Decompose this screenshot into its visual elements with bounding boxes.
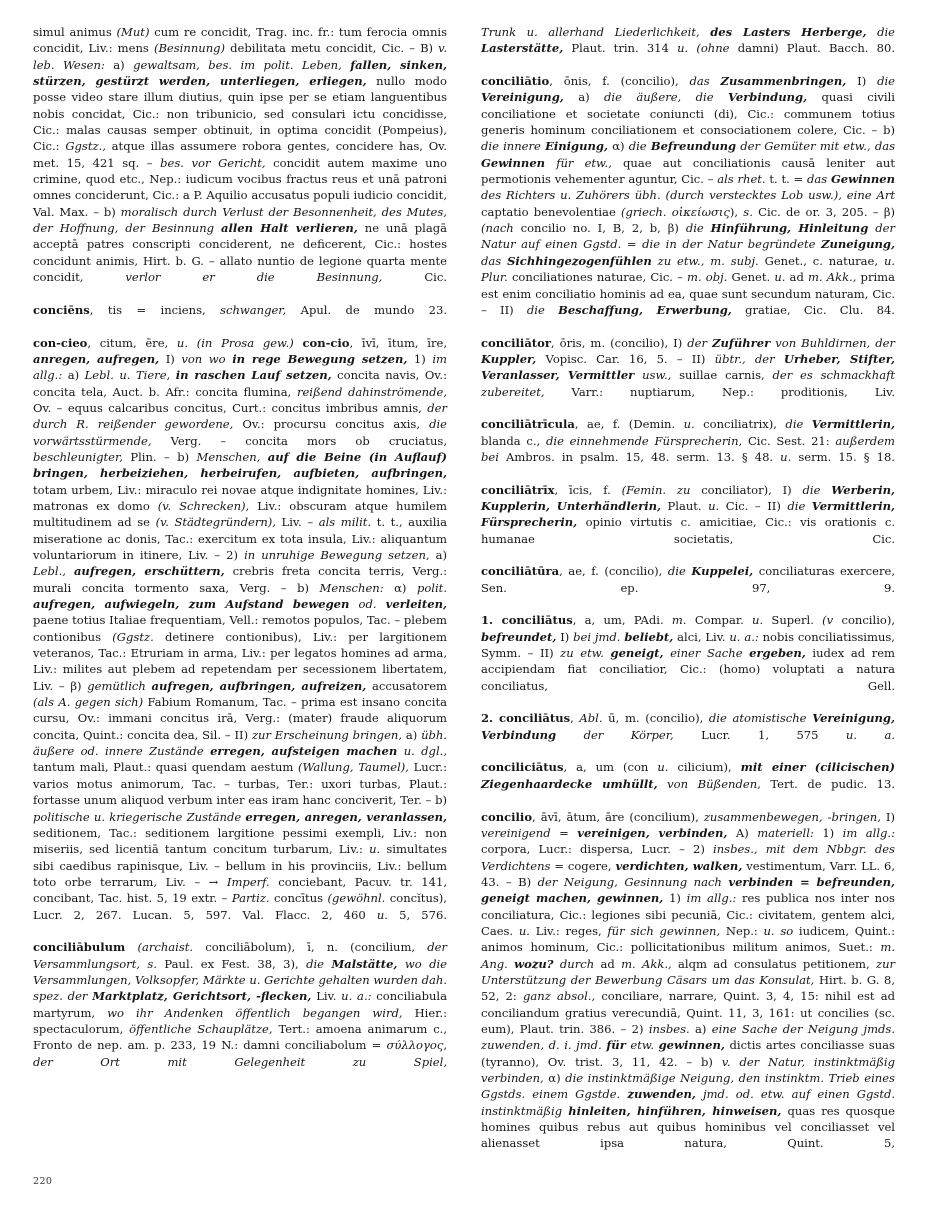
continued-entry-concido-continuation: simul animus (Mut) cum re concidit, Trag. inc. fr.: tum ferocia omnis concidit, Liv.: mens (Besinnung) debilitata metu concidit, Cic. – B) v. leb. Wesen: a) gewaltsam, bes. im polit. Leben, fallen, sinken, stürzen, gestürzt werden, unterliegen, erliegen, nullo modo posse video stare illum diutius, quin ipse per se etiam languentibus nobis concidat, Cic.: non tribunicio, sed consulari ictu concidisse, Cic.: malas causas semper obtinuit, in optima concidit (Pompeius), Cic.: Ggstz., atque illas assumere robora gentes, concidere has, Ov. met. 15, 421 sq. – bes. vor Gericht, concidit autem maxime uno crimine, quod etc., Nep.: iudicum vocibus fractus reus et unā patroni omnes conciderunt, Cic.: a P. Aquilio accusatus populi iudicio concidit, Val. Max. – b) moralisch durch Verlust der Besonnenheit, des Mutes, der Hoffnung, der Besinnung allen Halt verlieren, ne unā plagā acceptā patres conscripti conciderent, ne deficerent, Cic.: hostes concidunt animis, Hirt. b. G. – allato nuntio de legione quarta mente concidit, verlor er die Besinnung, Cic. xyxy=(33,25,448,285)
dictionary-entry-conciliatio: conciliātio, ōnis, f. (concilio), das Zusammenbringen, I) die Vereinigung, a) die äußere, die Verbindung, quasi civili conciliatione et societate coniuncti (di), Cic.: communem totius generis hominum conciliationem et consociationem colere, Cic. – b) die innere Einigung, α) die Befreundung der Gemüter mit etw., das Gewinnen für etw., quae aut conciliationis causā leniter aut permotionis vehementer aguntur, Cic. – als rhet. t. t. = das Gewinnen des Richters u. Zuhörers übh. (durch verstecktes Lob usw.), eine Art captatio benevolentiae (griech. οἰκείωσις), s. Cic. de or. 3, 205. – β) (nach concilio no. I, B, 2, b, β) die Hinführung, Hinleitung der Natur auf einen Ggstd. = die in der Natur begründete Zuneigung, das Sichhingezogenfühlen zu etw., m. subj. Genet., c. naturae, u. Plur. conciliationes naturae, Cic. – m. obj. Genet. u. ad m. Akk., prima est enim conciliatio hominis ad ea, quae sunt secundum naturam, Cic. – II) die Beschaffung, Erwerbung, gratiae, Cic. Clu. 84. xyxy=(481,74,896,317)
page-number: 220 xyxy=(33,1176,53,1187)
dictionary-entry-con-cieo: con-cieo, citum, ēre, u. (in Prosa gew.) con-cio, īvī, ītum, īre, anregen, aufregen, I) von wo in rege Bewegung setzen, 1) im allg.: a) Lebl. u. Tiere, in raschen Lauf setzen, concita navis, Ov.: concita tela, Auct. b. Afr.: concita flumina, reißend dahinströmende, Ov. – equus calcaribus concitus, Curt.: concitus imbribus amnis, der durch R. reißender gewordene, Ov.: procursu concitus axis, die vorwärtsstürmende, Verg. – concita mors ob cruciatus, beschleunigter, Plin. – b) Menschen, auf die Beine (in Auflauf) bringen, herbeiziehen, herbeirufen, aufbieten, aufbringen, totam urbem, Liv.: miraculo rei novae atque indignitate homines, Liv.: matronas ex domo (v. Schrecken), Liv.: obscuram atque humilem multitudinem ad se (v. Städtegründern), Liv. – als milit. t. t., auxilia miseratione ac donis, Tac.: exercitum ex tota insula, Liv.: aliquantum voluntariorum in itinere, Liv. – 2) in unruhige Bewegung setzen, a) Lebl., aufregen, erschüttern, crebris freta concita terris, Verg.: murali concita tormento saxa, Verg. – b) Menschen: α) polit. aufregen, aufwiegeln, zum Aufstand bewegen od. verleiten, paene totius Italiae frequentiam, Vell.: remotos populos, Tac. – plebem contionibus (Ggstz. detinere contionibus), Liv.: per largitionem veteranos, Tac.: Etruriam in arma, Liv.: per legatos homines ad arma, Liv.: milites aut plebem ad repetendam per secessionem libertatem, Liv. – β) gemütlich aufregen, aufbringen, aufreizen, accusatorem (als A. gegen sich) Fabium Romanum, Tac. – prima est insano concita cursu, Ov.: immani concitus irā, Verg.: (mater) fraude aliquorum concita, Quint.: concita dea, Sil. – II) zur Erscheinung bringen, a) übh. äußere od. innere Zustände erregen, aufsteigen machen u. dgl., tantum mali, Plaut.: quasi quendam aestum (Wallung, Taumel), Lucr.: varios motus animorum, Tac. – turbas, Ter.: uxori turbas, Plaut.: fortasse unum aliquod verbum inter eas iram hanc conciverit, Ter. – b) politische u. kriegerische Zustände erregen, anregen, veranlassen, seditionem, Tac.: seditionem largitione pessimi exempli, Liv.: non miseriis, sed licentiā tantum concitum turbarum, Liv.: u. simultates sibi caedibus rapinisque, Liv. – bellum in his provinciis, Liv.: bellum toto orbe terrarum, Liv. – → Imperf. conciebant, Pacuv. tr. 141, concibant, Tac. hist. 5, 19 extr. – Partiz. concītus (gewöhnl. concĭtus), Lucr. 2, 267. Lucan. 5, 597. Val. Flacc. 2, 460 u. 5, 576. xyxy=(33,335,448,922)
dictionary-entry-conciliabulum: conciliābulum (archaist. conciliābolum), ī, n. (concilium, der Versammlungsort, s. Paul. ex Fest. 38, 3), die Malstätte, wo die Versammlungen, Volksopfer, Märkte u. Gerichte gehalten wurden dah. spez. der Marktplatz, Gerichtsort, -flecken, Liv. u. a.: conciliabula martyrum, wo ihr Andenken öffentlich begangen wird, Hier.: spectaculorum, öffentliche Schauplätze, Tert.: amoena animarum c., Fronto de nep. am. p. 233, 19 N.: damni conciliabolum = σύλλογος, der Ort mit Gelegenheit zu Spiel, xyxy=(33,940,448,1069)
dictionary-entry-conciliatricula: conciliātrīcula, ae, f. (Demin. u. conciliatrix), die Vermittlerin, blanda c., die einnehmende Fürsprecherin, Cic. Sest. 21: außerdem bei Ambros. in psalm. 15, 48. serm. 13. § 48. u. serm. 15. § 18. xyxy=(481,417,896,464)
dictionary-entry-conciens: conciēns, tis = inciens, schwanger, Apul. de mundo 23. xyxy=(33,302,447,317)
two-column-text-body xyxy=(33,24,895,1159)
dictionary-entry-conciliciatus: conciliciātus, a, um (con u. cilicium), mit einer (cilicischen) Ziegenhaardecke umhüllt, von Büßenden, Tert. de pudic. 13. xyxy=(481,760,896,791)
dictionary-entry-conciliatus-1: 1. conciliātus, a, um, PAdi. m. Compar. u. Superl. (v concilio), befreundet, I) bei jmd. beliebt, alci, Liv. u. a.: nobis conciliatissimus, Symm. – II) zu etw. geneigt, einer Sache ergeben, iudex ad rem accipiendam fiat conciliatior, Cic.: (homo) voluptati a natura conciliatus, Gell. xyxy=(481,613,896,693)
dictionary-entry-conciliatus-2: 2. conciliātus, Abl. ū, m. (concilio), die atomistische Vereinigung, Verbindung der Körper, Lucr. 1, 575 u. a. xyxy=(481,711,896,742)
left-text-column xyxy=(33,24,447,1159)
right-text-column xyxy=(481,24,895,1159)
dictionary-entry-concilio: concilio, āvī, ātum, āre (concilium), zusammenbewegen, -bringen, I) vereinigend = vereinigen, verbinden, A) materiell: 1) im allg.: corpora, Lucr.: dispersa, Lucr. – 2) insbes., mit dem Nbbgr. des Verdichtens = cogere, verdichten, walken, vestimentum, Varr. LL. 6, 43. – B) der Neigung, Gesinnung nach verbinden = befreunden, geneigt machen, gewinnen, 1) im allg.: res publica nos inter nos conciliatura, Cic.: legiones sibi pecuniā, Cic.: civitatem, gentem alci, Caes. u. Liv.: reges, für sich gewinnen, Nep.: u. so iudicem, Quint.: animos hominum, Cic.: pollicitationibus militum animos, Suet.: m. Ang. wozu? durch ad m. Akk., alqm ad consulatus petitionem, zur Unterstützung der Bewerbung Cäsars um das Konsulat, Hirt. b. G. 8, 52, 2: ganz absol., conciliare, narrare, Quint. 3, 4, 15: nihil est ad conciliandum gratius verecundiā, Quint. 11, 3, 161: ut concilies (sc. eum), Plaut. trin. 386. – 2) insbes. a) eine Sache der Neigung jmds. zuwenden, d. i. jmd. für etw. gewinnen, dictis artes conciliasse suas (tyranno), Ov. trist. 3, 11, 42. – b) v. der Natur, instinktmäßig verbinden, α) die instinktmäßige Neigung, den instinktm. Trieb eines Ggstds. einem Ggstde. zuwenden, jmd. od. etw. auf einen Ggstd. instinktmäßig hinleiten, hinführen, hinweisen, quas res quosque homines quibus rebus aut quibus hominibus vel conciliasset vel alienasset ipsa natura, Quint. 5, xyxy=(481,809,896,1151)
dictionary-entry-conciliator: conciliātor, ōris, m. (concilio), I) der Zuführer von Buhldirnen, der Kuppler, Vopisc. Car. 16, 5. – II) übtr., der Urheber, Stifter, Veranlasser, Vermittler usw., suillae carnis, der es schmackhaft zubereitet, Varr.: nuptiarum, Nep.: proditionis, Liv. xyxy=(481,335,896,399)
dictionary-entry-conciliatura: conciliātūra, ae, f. (concilio), die Kuppelei, conciliaturas exercere, Sen. ep. 97, 9. xyxy=(481,564,895,595)
continued-entry-conciliabulum-continuation: Trunk u. allerhand Liederlichkeit, des Lasters Herberge, die Lasterstätte, Plaut. trin. 314 u. (ohne damni) Plaut. Bacch. 80. xyxy=(481,25,896,56)
dictionary-entry-conciliatrix: conciliātrīx, īcis, f. (Femin. zu conciliator), I) die Werberin, Kupplerin, Unterhändlerin, Plaut. u. Cic. – II) die Vermittlerin, Fürsprecherin, opinio virtutis c. amicitiae, Cic.: vis orationis c. humanae societatis, Cic. xyxy=(481,482,896,546)
